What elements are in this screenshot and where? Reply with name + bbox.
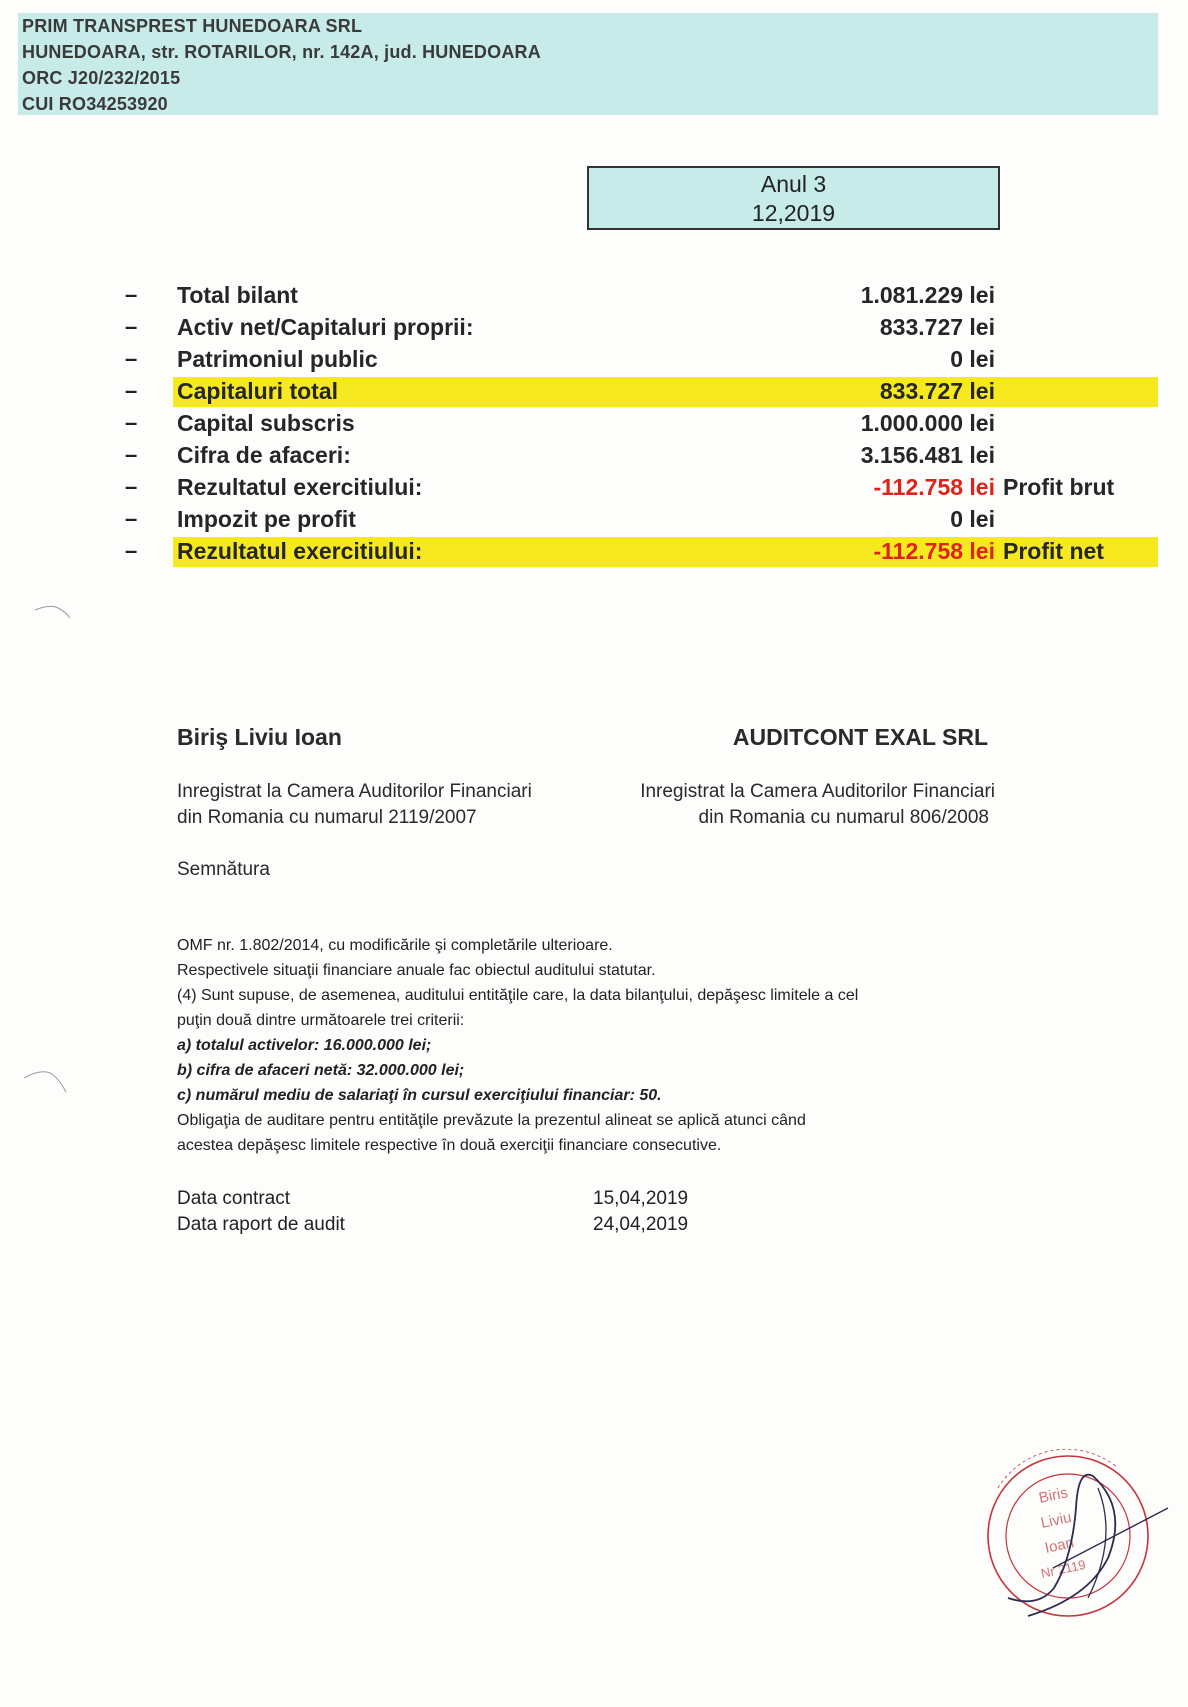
financial-row-capital-subscris [0,408,1188,439]
period-year-label: Anul 3 [760,171,827,197]
list-dash: – [125,282,138,307]
row-value: 1.000.000 lei [860,410,995,436]
auditor-right-name: AUDITCONT EXAL SRL [732,724,988,750]
row-value: 0 lei [950,346,995,372]
row-label: Total bilant [177,282,298,308]
dates-values [593,1186,688,1238]
financial-row-impozit-pe-profit [0,504,1188,535]
row-label: Rezultatul exercitiului: [177,538,423,564]
svg-text:Liviu: Liviu [1039,1508,1074,1532]
criterion-b: b) cifra de afaceri netă: 32.000.000 lei; [177,1062,465,1079]
list-dash: – [125,474,138,499]
row-value: 3.156.481 lei [860,442,995,468]
list-dash: – [125,314,138,339]
auditor-left-name: Biriş Liviu Ioan [177,724,342,750]
auditor-right-registration [640,779,995,831]
svg-text:Biris: Biris [1037,1484,1070,1507]
legal-line: (4) Sunt supuse, de asemenea, auditului entităţile care, la data bilanţului, depăşesc limitele a cel [177,987,859,1004]
registration-line: Inregistrat la Camera Auditorilor Financiari [640,781,995,802]
contract-date-value: 15,04,2019 [593,1188,689,1209]
registration-line: Inregistrat la Camera Auditorilor Financiari [177,781,532,802]
financial-row-cifra-de-afaceri [0,440,1188,471]
svg-text:Ioan: Ioan [1043,1534,1076,1557]
financial-row-activ-net [0,312,1188,343]
row-label: Capitaluri total [177,378,339,404]
financial-row-capitaluri-total [0,376,1188,407]
row-label: Activ net/Capitaluri proprii: [177,314,474,340]
row-value: -112.758 lei [873,474,995,500]
list-dash: – [125,538,138,563]
legal-line: Obligaţia de auditare pentru entităţile prevăzute la prezentul alineat se aplică atunci când [177,1112,806,1129]
company-orc: ORC J20/232/2015 [22,68,181,88]
criterion-c: c) numărul mediu de salariaţi în cursul exerciţiului financiar: 50. [177,1087,662,1104]
auditor-left-registration [177,779,532,831]
financial-row-total-bilant [0,280,1188,311]
report-date-label: Data raport de audit [177,1214,345,1235]
company-name: PRIM TRANSPREST HUNEDOARA SRL [22,16,363,36]
list-dash: – [125,410,138,435]
row-label: Impozit pe profit [177,506,356,532]
period-date: 12,2019 [751,200,836,226]
financial-row-rezultat-net [0,536,1188,567]
row-note: Profit net [1003,538,1104,564]
row-value: 1.081.229 lei [860,282,995,308]
period-box [587,166,1000,230]
list-dash: – [125,346,138,371]
criterion-a: a) totalul activelor: 16.000.000 lei; [177,1037,432,1054]
row-label: Patrimoniul public [177,346,378,372]
company-address: HUNEDOARA, str. ROTARILOR, nr. 142A, jud. HUNEDOARA [22,42,541,62]
row-value: 833.727 lei [879,378,995,404]
row-note: Profit brut [1003,474,1115,500]
financial-row-rezultat-brut [0,472,1188,503]
legal-line: puţin două dintre următoarele trei criterii: [177,1012,465,1029]
row-value: 0 lei [950,506,995,532]
row-value: 833.727 lei [879,314,995,340]
contract-date-label: Data contract [177,1188,290,1209]
legal-line: Respectivele situaţii financiare anuale fac obiectul auditului statutar. [177,962,656,979]
financial-row-patrimoniul-public [0,344,1188,375]
dates-labels [177,1186,345,1238]
report-date-value: 24,04,2019 [593,1214,689,1235]
row-label: Cifra de afaceri: [177,442,351,468]
row-label: Capital subscris [177,410,355,436]
signature-label: Semnătura [177,859,270,880]
auditor-stamp [968,1448,1178,1628]
scan-mark [30,596,80,626]
row-label: Rezultatul exercitiului: [177,474,423,500]
svg-text:Nr 2119: Nr 2119 [1039,1556,1087,1581]
row-value: -112.758 lei [873,538,995,564]
registration-line: din Romania cu numarul 2119/2007 [177,807,477,828]
registration-line: din Romania cu numarul 806/2008 [698,807,989,828]
legal-text [177,933,997,1158]
list-dash: – [125,378,138,403]
legal-line: acestea depăşesc limitele respective în două exerciţii financiare consecutive. [177,1137,722,1154]
list-dash: – [125,442,138,467]
list-dash: – [125,506,138,531]
legal-line: OMF nr. 1.802/2014, cu modificările şi completările ulterioare. [177,937,613,954]
company-cui: CUI RO34253920 [22,94,168,114]
company-header [18,13,1158,115]
scan-mark [20,1060,80,1100]
